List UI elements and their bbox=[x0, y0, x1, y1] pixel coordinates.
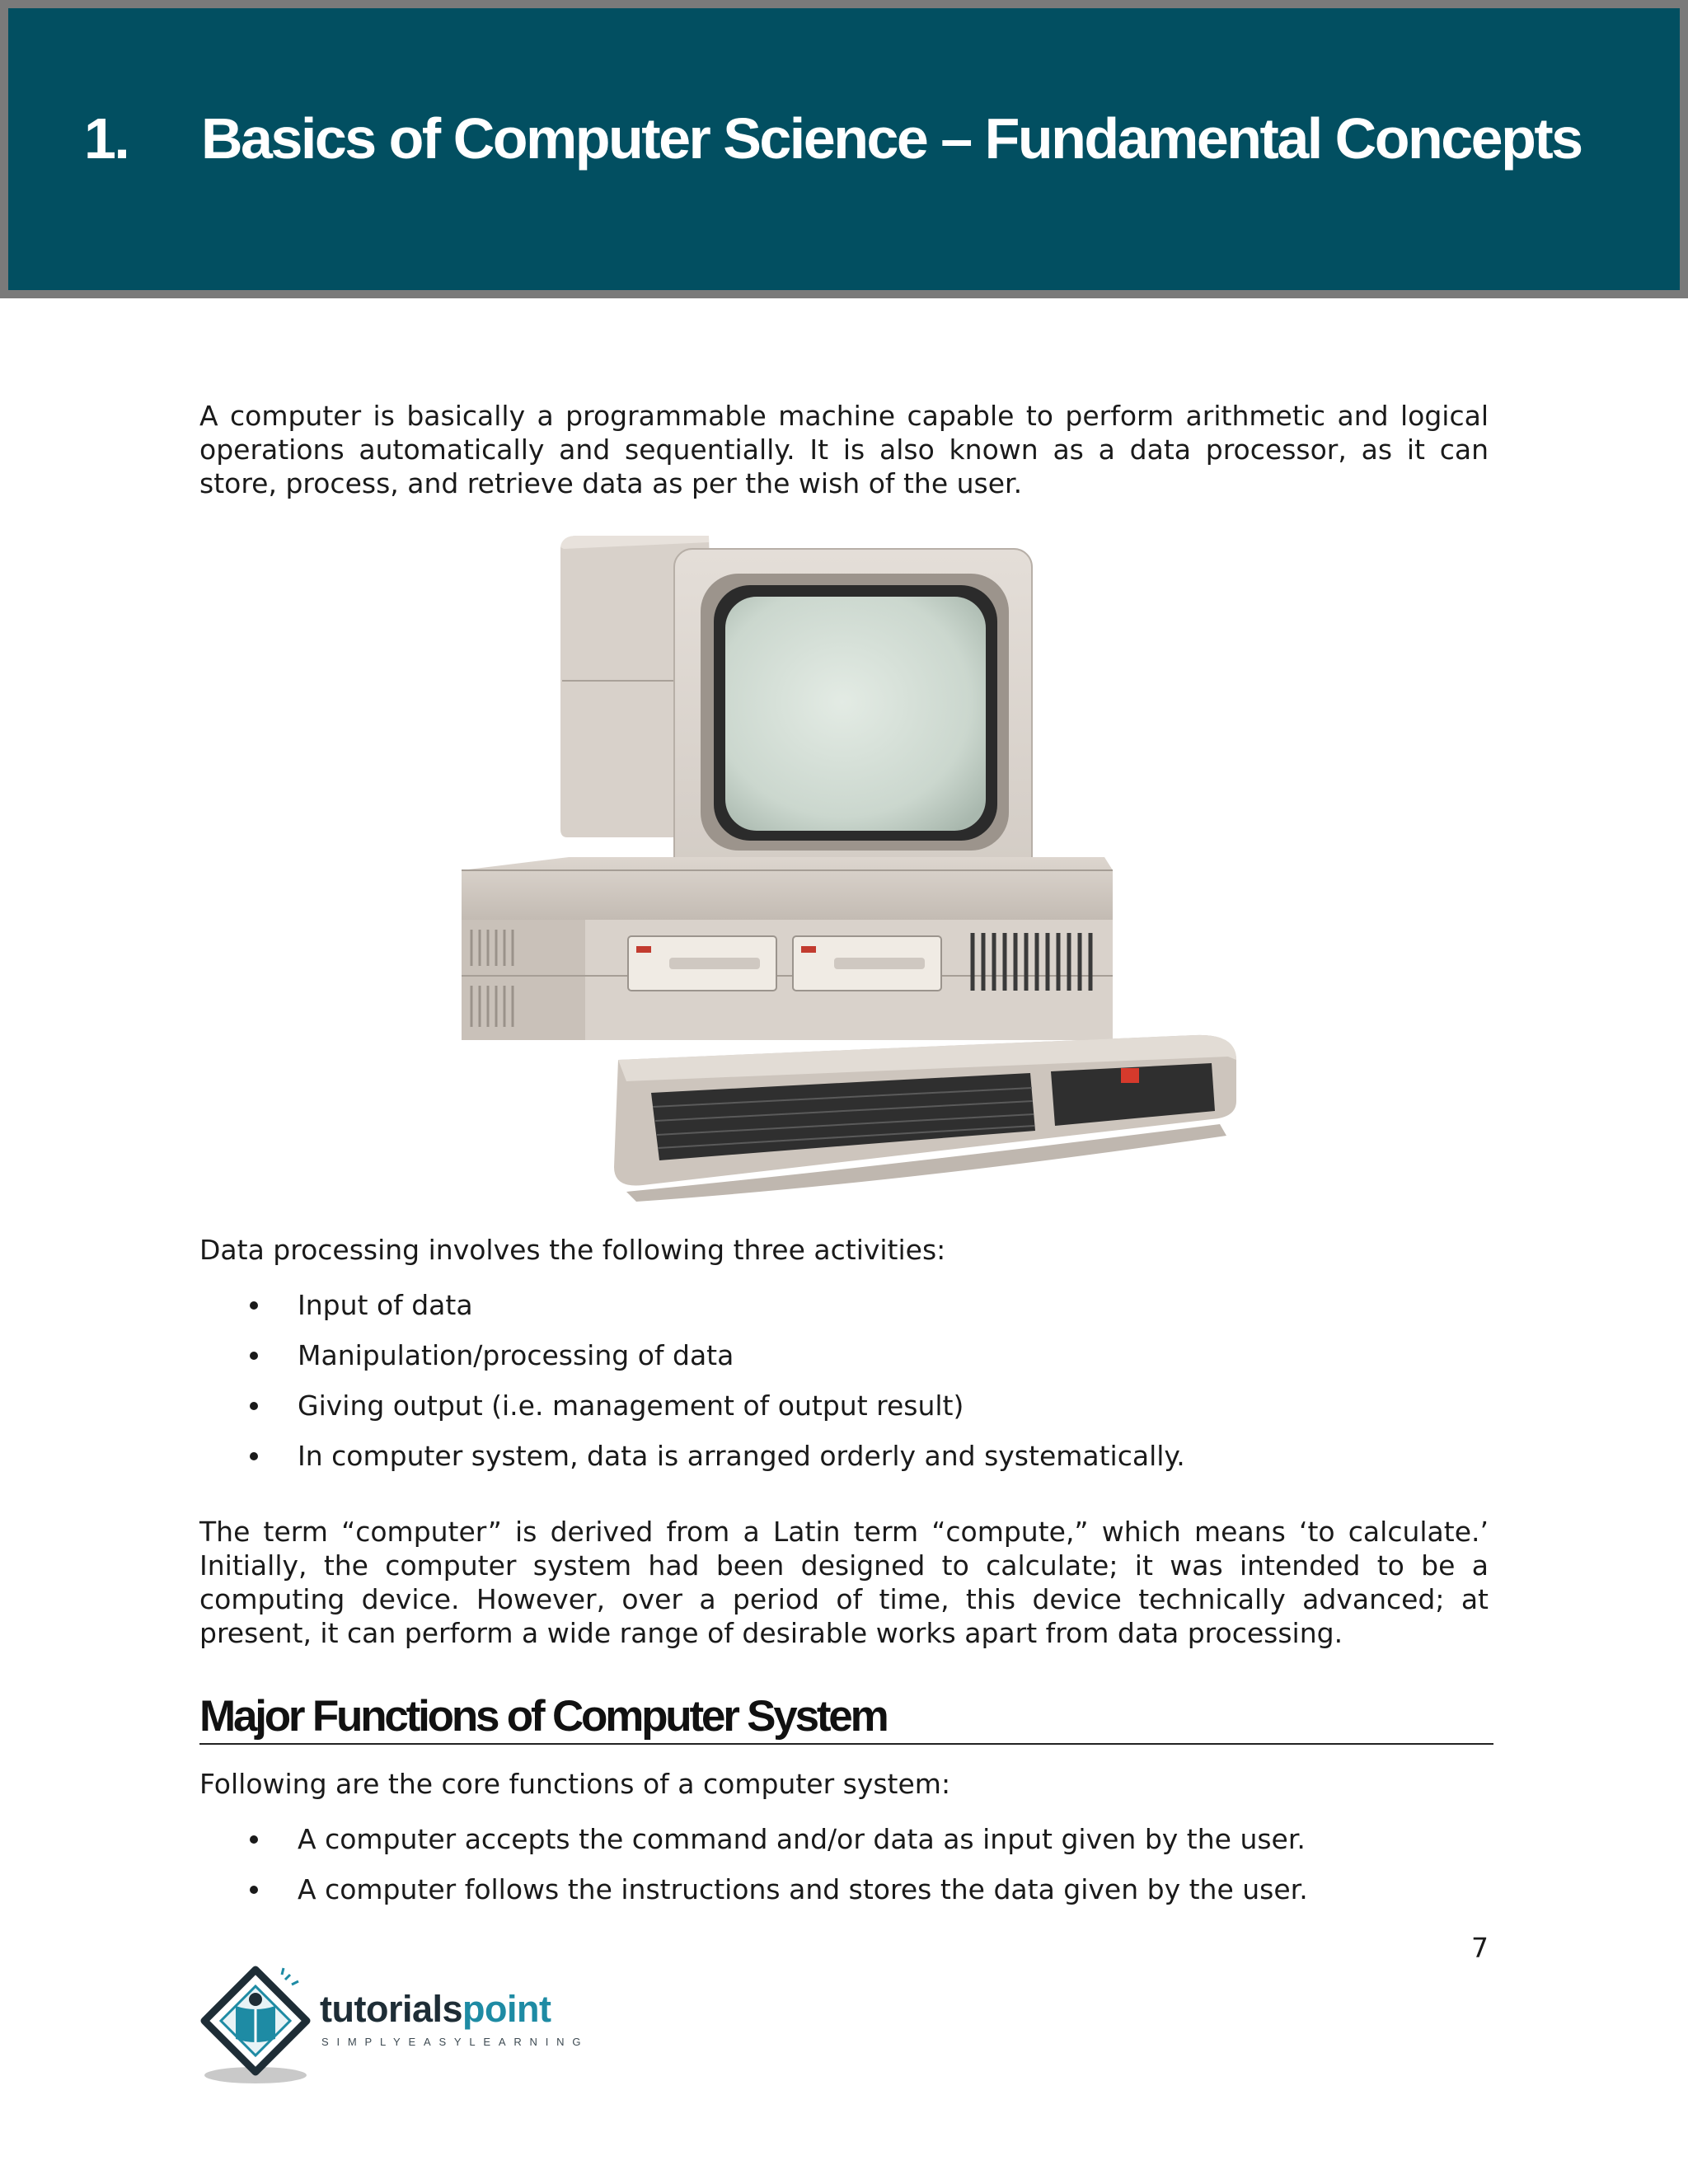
processing-lead: Data processing involves the following three activities: bbox=[199, 1234, 946, 1266]
list-item bbox=[199, 1330, 1489, 1380]
logo-wordmark bbox=[320, 1988, 551, 2031]
tutorialspoint-logo bbox=[196, 1963, 625, 2087]
logo-diamond-icon bbox=[196, 1963, 320, 2087]
section-heading: Major Functions of Computer System bbox=[199, 1691, 1493, 1745]
logo-tagline: SIMPLYEASYLEARNING bbox=[321, 2036, 589, 2048]
list-item-text: A computer follows the instructions and stores the data given by the user. bbox=[298, 1873, 1308, 1905]
bullet-icon bbox=[250, 1301, 258, 1310]
bullet-icon bbox=[250, 1402, 258, 1410]
list-item bbox=[199, 1380, 1489, 1431]
list-item-text: Giving output (i.e. management of output result) bbox=[298, 1390, 964, 1422]
chapter-header-frame bbox=[0, 0, 1688, 298]
bullet-icon bbox=[250, 1452, 258, 1460]
functions-lead: Following are the core functions of a computer system: bbox=[199, 1768, 951, 1800]
chapter-title-text: Basics of Computer Science – Fundamental Concepts bbox=[201, 106, 1582, 171]
list-item bbox=[199, 1814, 1489, 1864]
list-item-text: Input of data bbox=[298, 1289, 473, 1321]
term-paragraph: The term “computer” is derived from a Latin term “compute,” which means ‘to calculate.’ Initially, the computer system had been designed to calculate; it was intended to be a computing device. However, over a period of time, this device technically advanced; at present, it can perform a wide range of desirable works apart from data processing. bbox=[199, 1516, 1489, 1649]
list-item bbox=[199, 1431, 1489, 1481]
list-item bbox=[199, 1280, 1489, 1330]
list-item-text: Manipulation/processing of data bbox=[298, 1339, 734, 1371]
list-item-text: In computer system, data is arranged orderly and systematically. bbox=[298, 1440, 1185, 1472]
bullet-icon bbox=[250, 1835, 258, 1844]
bullet-icon bbox=[250, 1886, 258, 1894]
intro-paragraph: A computer is basically a programmable machine capable to perform arithmetic and logical operations automatically and sequentially. It is also known as a data processor, as it can store, process, and retrieve data as per the wish of the user. bbox=[199, 400, 1489, 499]
chapter-number: 1. bbox=[84, 106, 129, 171]
list-item bbox=[199, 1864, 1489, 1915]
bullet-icon bbox=[250, 1352, 258, 1360]
logo-word-accent: point bbox=[462, 1988, 551, 2030]
vintage-computer-photo bbox=[453, 524, 1245, 1202]
chapter-header bbox=[8, 8, 1680, 290]
list-item-text: A computer accepts the command and/or data as input given by the user. bbox=[298, 1823, 1306, 1855]
processing-list bbox=[199, 1280, 1489, 1481]
logo-word-main: tutorials bbox=[320, 1988, 463, 2030]
functions-list bbox=[199, 1814, 1489, 1915]
page-number: 7 bbox=[1471, 1932, 1489, 1964]
chapter-title bbox=[84, 105, 1582, 171]
